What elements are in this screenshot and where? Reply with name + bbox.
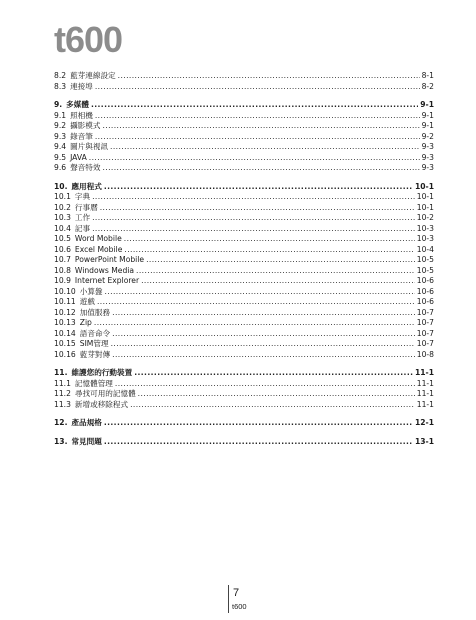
toc-entry-title: 藍芽對傳 — [79, 349, 111, 359]
toc-entry-page: 9-1 — [421, 110, 434, 120]
toc-entry — [54, 308, 434, 319]
toc-entry-number: 10.9 — [54, 276, 71, 285]
toc-entry-title: SIM管理 — [79, 339, 109, 348]
toc-entry — [54, 389, 434, 400]
toc-entry — [54, 287, 434, 298]
toc-entry — [54, 213, 434, 224]
toc-entry-number: 10.14 — [54, 328, 76, 338]
toc-entry-page: 10-1 — [414, 181, 434, 191]
dot-leader — [138, 389, 415, 400]
toc-entry-title: 圖片與視訊 — [70, 142, 109, 151]
toc-entry-title: 記憶體管理 — [74, 378, 113, 388]
toc-entry-title: 工作 — [74, 213, 91, 222]
toc-entry-page: 10-8 — [416, 349, 434, 359]
toc-entry — [54, 82, 434, 93]
toc-entry-number: 11.2 — [54, 389, 71, 398]
toc-entry-page: 10-5 — [416, 265, 434, 275]
toc-entry-number: 10.4 — [54, 223, 71, 233]
brand-logo: t600 — [54, 19, 123, 60]
toc-entry — [54, 276, 434, 287]
toc-entry — [54, 234, 434, 245]
toc-chapter-entry — [54, 182, 434, 193]
dot-leader — [130, 400, 415, 411]
dot-leader — [94, 318, 415, 329]
toc-spacer — [54, 174, 434, 182]
toc-entry-title: 產品規格 — [71, 418, 102, 427]
toc-entry-number: 10.16 — [54, 349, 76, 359]
toc-entry-title: Excel Mobile — [74, 244, 123, 254]
toc-entry-title: 尋找可用的記憶體 — [74, 389, 136, 398]
toc-entry-page: 9-3 — [421, 142, 434, 151]
toc-entry-page: 10-6 — [416, 276, 434, 285]
toc-entry-number: 9.4 — [54, 142, 67, 151]
dot-leader — [141, 276, 415, 287]
toc-entry-title: 行事曆 — [74, 202, 98, 212]
dot-leader — [97, 297, 415, 308]
toc-entry-number: 9.5 — [54, 152, 67, 162]
toc-entry-page: 9-1 — [421, 121, 434, 130]
toc-entry-title: JAVA — [70, 152, 87, 162]
toc-entry-title: 維護您的行動裝置 — [71, 368, 133, 377]
toc-entry-number: 8.3 — [54, 81, 67, 91]
toc-entry-number: 9.6 — [54, 163, 67, 172]
toc-entry-title: Internet Explorer — [74, 276, 140, 285]
toc-entry-page: 10-1 — [416, 192, 434, 201]
toc-entry-number: 9.3 — [54, 131, 67, 141]
toc-entry-title: 攝影模式 — [70, 121, 101, 130]
toc-entry-title: 錄音筆 — [70, 131, 93, 141]
toc-entry-number: 10. — [54, 181, 68, 191]
toc-entry-title: 加值服務 — [79, 307, 111, 317]
toc-entry-number: 13. — [54, 436, 68, 446]
toc-entry — [54, 153, 434, 164]
dot-leader — [92, 224, 415, 235]
toc-entry-number: 9. — [54, 100, 63, 109]
toc-chapter-entry — [54, 418, 434, 429]
toc-entry-title: 多媒體 — [66, 100, 89, 109]
toc-entry — [54, 255, 434, 266]
toc-entry-title: 記事 — [74, 223, 91, 233]
toc-entry-page: 8-1 — [421, 71, 434, 80]
toc-entry-page: 10-6 — [416, 297, 434, 306]
dot-leader — [124, 234, 415, 245]
dot-leader — [92, 192, 415, 203]
dot-leader — [102, 121, 419, 132]
toc-spacer — [54, 429, 434, 437]
toc-entry-number: 8.2 — [54, 71, 67, 80]
toc-entry — [54, 350, 434, 361]
toc-entry-number: 10.3 — [54, 213, 71, 222]
dot-leader — [104, 418, 413, 429]
toc-entry-page: 13-1 — [414, 436, 434, 446]
dot-leader — [95, 132, 420, 143]
toc-entry — [54, 203, 434, 214]
toc-entry-page: 9-2 — [421, 131, 434, 141]
dot-leader — [111, 339, 415, 350]
dot-leader — [112, 350, 415, 361]
toc-entry-page: 10-7 — [416, 339, 434, 348]
toc-entry-page: 10-5 — [416, 255, 434, 264]
toc-entry-number: 11.3 — [54, 399, 71, 409]
toc-entry-number: 10.2 — [54, 202, 71, 212]
toc-entry-title: 小算盤 — [79, 286, 103, 296]
toc-entry-page: 10-4 — [416, 244, 434, 254]
toc-entry-page: 10-2 — [416, 213, 434, 222]
toc-entry — [54, 111, 434, 122]
toc-entry-number: 9.1 — [54, 110, 67, 120]
dot-leader — [91, 100, 418, 111]
toc-entry-page: 11-1 — [414, 368, 434, 377]
dot-leader — [92, 213, 415, 224]
toc-entry — [54, 224, 434, 235]
toc-entry-title: 聲音特效 — [70, 163, 101, 172]
toc-entry-number: 10.6 — [54, 244, 71, 254]
toc-spacer — [54, 360, 434, 368]
toc-entry-number: 10.10 — [54, 286, 76, 296]
toc-entry — [54, 318, 434, 329]
toc-entry-title: 藍芽連線設定 — [70, 71, 116, 80]
toc-entry-number: 10.1 — [54, 192, 71, 201]
dot-leader — [115, 379, 415, 390]
toc-entry-page: 10-3 — [416, 234, 434, 243]
toc-entry — [54, 142, 434, 153]
toc-entry — [54, 121, 434, 132]
toc-entry-page: 11-1 — [416, 378, 434, 388]
dot-leader — [105, 287, 415, 298]
dot-leader — [95, 82, 420, 93]
toc-entry-number: 9.2 — [54, 121, 67, 130]
toc-chapter-entry — [54, 100, 434, 111]
toc-entry-title: 常見問題 — [71, 436, 102, 446]
toc-entry-number: 10.11 — [54, 297, 76, 306]
toc-entry-number: 10.12 — [54, 307, 76, 317]
toc-chapter-entry — [54, 368, 434, 379]
toc-entry — [54, 266, 434, 277]
toc-entry-title: PowerPoint Mobile — [74, 255, 145, 264]
toc-entry-title: Word Mobile — [74, 234, 122, 243]
toc-entry-title: 遊戲 — [79, 297, 95, 306]
toc-entry-page: 10-7 — [416, 318, 434, 327]
toc-chapter-entry — [54, 437, 434, 448]
toc-entry-number: 10.5 — [54, 234, 71, 243]
dot-leader — [124, 245, 414, 256]
toc-entry — [54, 297, 434, 308]
toc-entry-page: 10-3 — [416, 223, 434, 233]
toc-entry — [54, 329, 434, 340]
toc-entry-title: Zip — [79, 318, 92, 327]
toc-entry-number: 10.15 — [54, 339, 76, 348]
toc-entry — [54, 163, 434, 174]
toc-entry — [54, 400, 434, 411]
toc-entry — [54, 379, 434, 390]
toc-entry-page: 10-6 — [416, 286, 434, 296]
toc-entry-page: 8-2 — [421, 81, 434, 91]
toc-entry-page: 11-1 — [416, 389, 434, 398]
toc-entry-title: 照相機 — [70, 110, 93, 120]
toc-entry-title: 新增或移除程式 — [74, 399, 129, 409]
toc-entry-page: 10-7 — [416, 328, 434, 338]
dot-leader — [118, 71, 420, 82]
dot-leader — [104, 182, 413, 193]
dot-leader — [104, 437, 413, 448]
toc-entry-page: 9-1 — [420, 100, 434, 109]
toc-entry-number: 12. — [54, 418, 68, 427]
toc-entry-page: 12-1 — [414, 418, 434, 427]
toc-entry-title: 語音命令 — [79, 328, 111, 338]
toc-entry-number: 10.8 — [54, 265, 71, 275]
dot-leader — [110, 142, 420, 153]
table-of-contents — [54, 71, 434, 447]
dot-leader — [102, 163, 419, 174]
toc-entry-number: 10.13 — [54, 318, 76, 327]
toc-spacer — [54, 92, 434, 100]
dot-leader — [112, 329, 415, 340]
toc-entry — [54, 132, 434, 143]
dot-leader — [112, 308, 415, 319]
toc-entry-title: 字典 — [74, 192, 91, 201]
toc-entry-page: 11-1 — [416, 399, 434, 409]
dot-leader — [89, 153, 420, 164]
toc-entry-page: 9-3 — [421, 152, 434, 162]
toc-entry-title: Windows Media — [74, 265, 135, 275]
toc-entry-page: 10-1 — [416, 202, 434, 212]
footer-divider — [228, 585, 229, 613]
toc-entry — [54, 339, 434, 350]
toc-entry-page: 10-7 — [416, 307, 434, 317]
dot-leader — [134, 368, 413, 379]
dot-leader — [146, 255, 415, 266]
toc-spacer — [54, 410, 434, 418]
toc-entry-number: 10.7 — [54, 255, 71, 264]
toc-entry-number: 11.1 — [54, 378, 71, 388]
toc-entry — [54, 71, 434, 82]
toc-entry — [54, 245, 434, 256]
page-number: 7 — [233, 587, 240, 599]
dot-leader — [136, 266, 415, 277]
dot-leader — [95, 111, 420, 122]
toc-entry — [54, 192, 434, 203]
toc-entry-number: 11. — [54, 368, 68, 377]
toc-entry-title: 應用程式 — [71, 181, 102, 191]
toc-entry-title: 連接埠 — [70, 81, 93, 91]
footer-model: t600 — [232, 602, 247, 611]
toc-entry-page: 9-3 — [421, 163, 434, 172]
dot-leader — [100, 203, 415, 214]
